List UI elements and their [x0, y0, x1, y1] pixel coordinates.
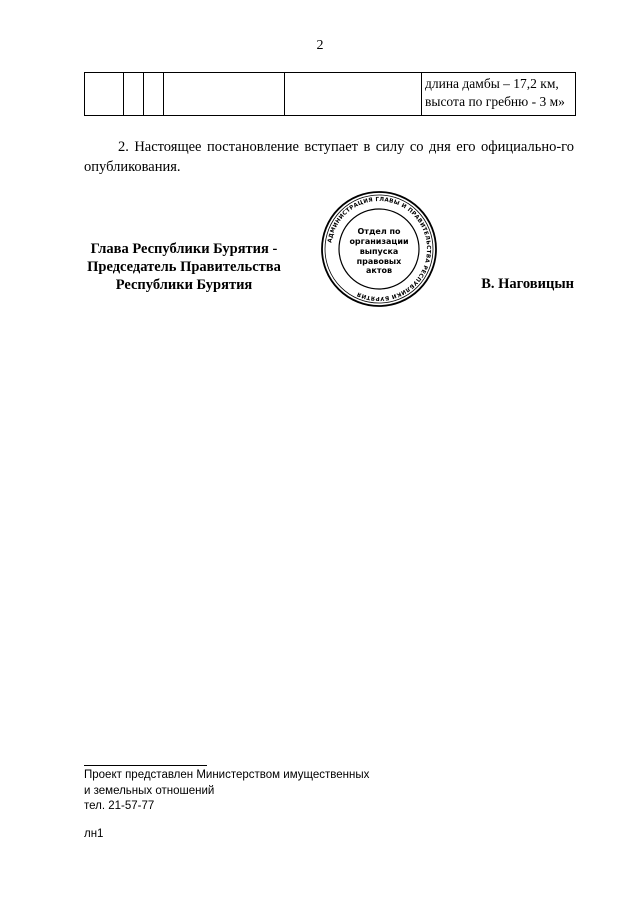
table-cell: [164, 73, 285, 116]
table-cell: [144, 73, 164, 116]
official-stamp: [320, 190, 438, 308]
dam-length: длина дамбы – 17,2 км,: [425, 76, 559, 91]
signer-title-line: Председатель Правительства: [87, 259, 281, 275]
footnote-phone: тел. 21-57-77: [84, 800, 155, 812]
footnote-divider: [84, 765, 207, 766]
table-cell: [124, 73, 144, 116]
stamp-center-line: правовых: [356, 257, 402, 266]
signer-title: [84, 240, 284, 294]
continuation-table: [84, 72, 576, 116]
effective-date-paragraph: 2. Настоящее постановление вступает в силу со дня его официально-го опубликования.: [84, 139, 574, 175]
table-cell: [85, 73, 124, 116]
stamp-center-line: организации: [349, 237, 409, 246]
signer-name: В. Наговицын: [481, 276, 574, 292]
table-cell: [285, 73, 422, 116]
footnote-line: Проект представлен Министерством имущественных: [84, 769, 370, 781]
signer-title-line: Республики Бурятия: [115, 277, 253, 293]
stamp-ring-text: АДМИНИСТРАЦИЯ ГЛАВЫ И ПРАВИТЕЛЬСТВА РЕСПУБЛИКИ БУРЯТИЯ: [327, 196, 432, 302]
signer-title-line: Глава Республики Бурятия -: [90, 241, 278, 257]
footnote-line: и земельных отношений: [84, 784, 215, 797]
table-cell-dam-info: [422, 73, 576, 116]
stamp-center-line: актов: [365, 266, 393, 275]
document-code: лн1: [84, 828, 104, 840]
stamp-center-line: Отдел по: [357, 227, 401, 236]
stamp-center-line: выпуска: [359, 247, 399, 256]
footnote: [84, 768, 369, 815]
table-row: [85, 73, 576, 116]
dam-height: высота по гребню - 3 м»: [425, 94, 565, 109]
page-number: 2: [316, 38, 324, 53]
